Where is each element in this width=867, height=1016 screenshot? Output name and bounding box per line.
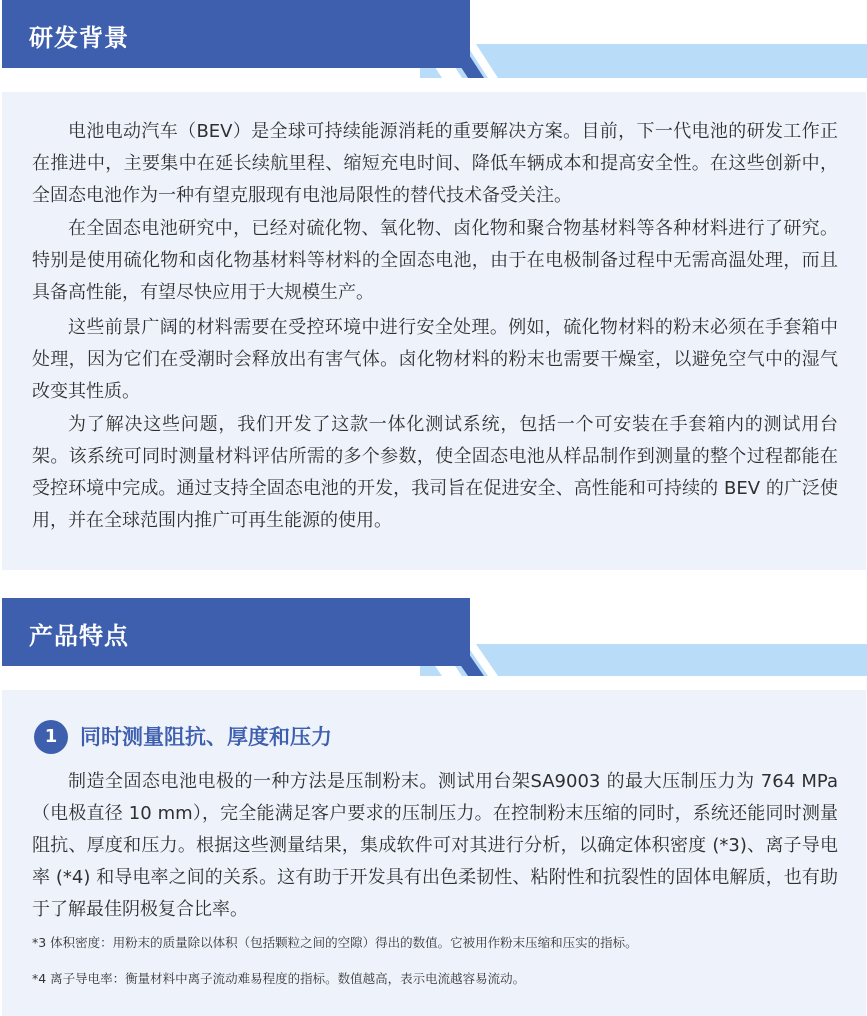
section-title: 产品特点 [29,622,129,650]
footnote: *4 离子导电率：衡量材料中离子流动难易程度的指标。数值越高，表示电流越容易流动。 [32,971,526,986]
features-section-header [0,598,867,678]
background-paragraph: 这些前景广阔的材料需要在受控环境中进行安全处理。例如，硫化物材料的粉末必须在手套箱中处理，因为它们在受潮时会释放出有害气体。卤化物材料的粉末也需要干燥室，以避免空气中的湿气改变其性质。 [32,317,838,402]
background-section-header [0,0,867,80]
background-paragraph: 为了解决这些问题，我们开发了这款一体化测试系统，包括一个可安装在手套箱内的测试用台架。该系统可同时测量材料评估所需的多个参数，使全固态电池从样品制作到测量的整个过程都能在受控环境中完成。通过支持全固态电池的开发，我司旨在促进安全、高性能和可持续的 BEV 的广泛使用，并在全球范围内推广可再生能源的使用。 [32,414,838,531]
footnote: *3 体积密度：用粉末的质量除以体积（包括颗粒之间的空隙）得出的数值。它被用作粉末压缩和压实的指标。 [32,935,638,950]
feature-number-badge: 1 [34,720,68,754]
background-paragraph: 在全固态电池研究中，已经对硫化物、氧化物、卤化物和聚合物基材料等各种材料进行了研究。特别是使用硫化物和卤化物基材料等材料的全固态电池，由于在电极制备过程中无需高温处理，而且具备高性能，有望尽快应用于大规模生产。 [32,218,838,303]
section-title: 研发背景 [29,24,129,52]
background-paragraph: 电池电动汽车（BEV）是全球可持续能源消耗的重要解决方案。目前，下一代电池的研发工作正在推进中，主要集中在延长续航里程、缩短充电时间、降低车辆成本和提高安全性。在这些创新中，全固态电池作为一种有望克服现有电池局限性的替代技术备受关注。 [32,121,838,206]
feature-paragraph: 制造全固态电池电极的一种方法是压制粉末。测试用台架SA9003 的最大压制压力为 764 MPa（电极直径 10 mm），完全能满足客户要求的压制压力。在控制粉末压缩的同时，系统还能同时测量阻抗、厚度和压力。根据这些测量结果，集成软件可对其进行分析，以确定体积密度 (*3)、离子导电率 (*4) 和导电率之间的关系。这有助于开发具有出色柔韧性、粘附性和抗裂性的固体电解质，也有助于了解最佳阴极复合比率。 [32,771,838,920]
feature-title: 同时测量阻抗、厚度和压力 [80,725,332,749]
